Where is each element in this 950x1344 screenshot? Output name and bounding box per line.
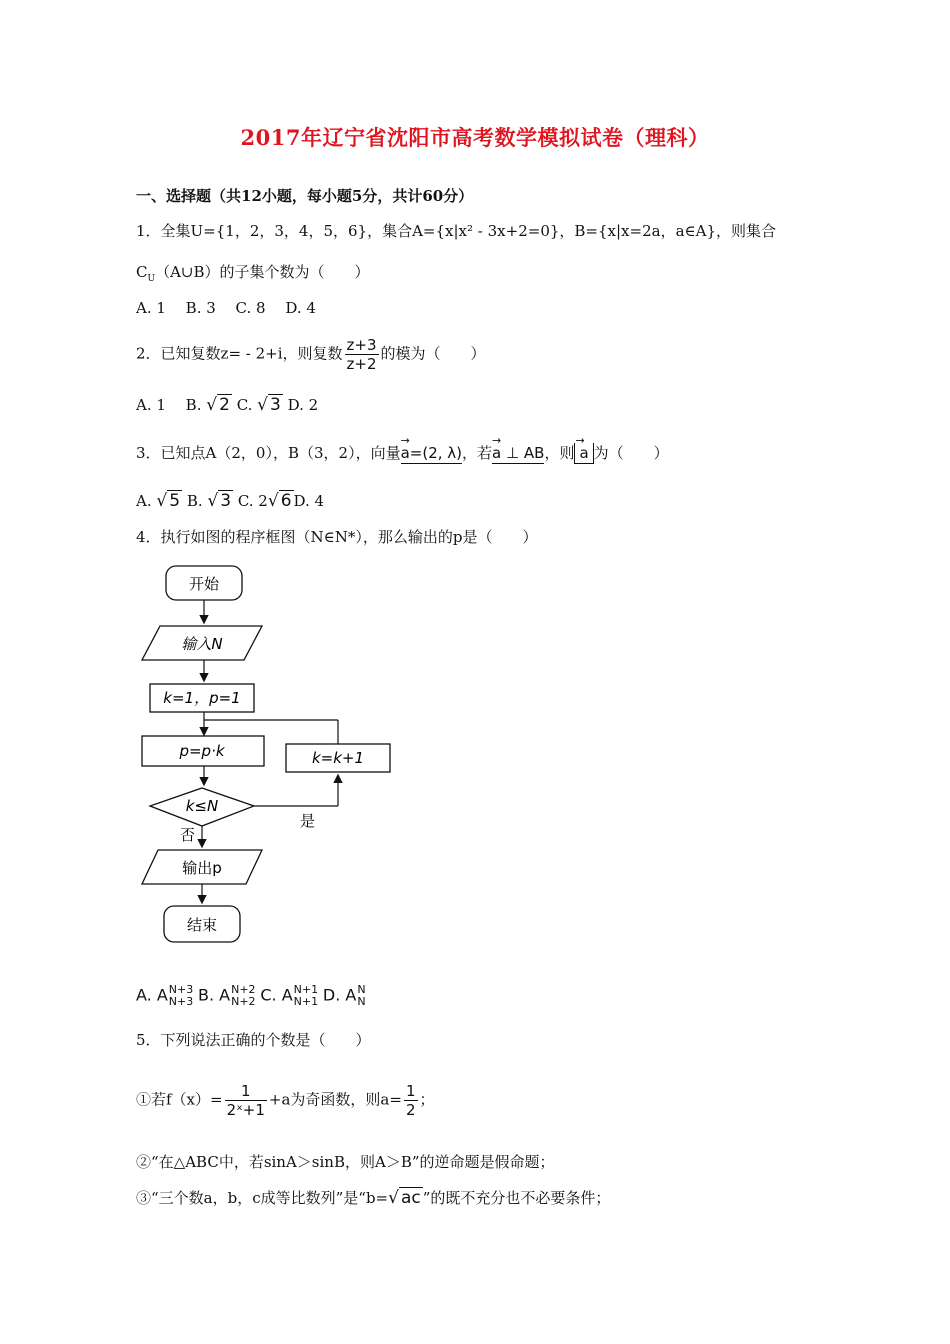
sqrt-5: √ 5	[156, 491, 181, 511]
q5-item3	[136, 1188, 610, 1208]
q5-item1-answer	[404, 1082, 418, 1119]
sqrt-5-radicand: 5	[169, 491, 181, 511]
complement-subscript: U	[147, 274, 156, 284]
sqrt-ac: √ ac	[388, 1188, 421, 1208]
sqrt-6-radicand: 6	[280, 491, 292, 511]
q5-item1-den: 2ˣ+1	[226, 1101, 265, 1119]
perp-symbol: ⊥	[506, 444, 520, 462]
q4-option-d-sub: N	[357, 995, 366, 1008]
q4-option-c-label: C. A	[260, 985, 293, 1005]
q4-option-c-sup: N+1	[293, 983, 319, 996]
q4-option-a-label: A. A	[136, 985, 168, 1005]
sqrt-6: √ 6	[267, 491, 292, 511]
q4-option-a-sub: N+3	[168, 995, 194, 1008]
q2-suffix: 的模为（ ）	[380, 344, 486, 363]
init-label: k=1，p=1	[163, 689, 241, 707]
increment-label: k=k+1	[311, 749, 365, 767]
q2-stem	[136, 336, 486, 373]
q4-option-a-sup: N+3	[168, 983, 194, 996]
q5-item1-ans-num: 1	[405, 1082, 416, 1100]
q5-item3-suffix: ”的既不充分也不必要条件；	[422, 1189, 611, 1207]
q5-item2: ②“在△ABC中，若sinA＞sinB，则A＞B”的逆命题是假命题；	[136, 1153, 555, 1171]
sqrt-ac-radicand: ac	[400, 1188, 421, 1208]
q5-item3-prefix: ③“三个数a，b，c成等比数列”是“b=	[136, 1189, 389, 1207]
vector-a-value: =(2, λ)	[409, 444, 463, 462]
start-label: 开始	[188, 575, 220, 593]
input-label: 输入N	[181, 635, 223, 653]
q2-fraction	[345, 336, 379, 373]
sqrt-3: √ 3	[257, 395, 281, 415]
abs-vector-a	[574, 443, 593, 464]
q4-option-b-sup: N+2	[231, 983, 256, 996]
q3-opt-c-label: C. 2	[233, 492, 268, 510]
q3-prefix: 3．已知点A（2，0），B（3，2），向量	[136, 444, 401, 462]
q2-opt-a: A. 1 B.	[136, 396, 207, 414]
q5-item1	[136, 1082, 435, 1119]
q4-option-c-sub: N+1	[293, 995, 319, 1008]
q2-frac-num: z+3	[346, 336, 377, 354]
q4-option-d-sup: N	[357, 983, 366, 996]
vector-a-assign	[401, 443, 462, 464]
q2-options	[136, 395, 318, 415]
q5-item1-prefix: ①若f（x）=	[136, 1090, 223, 1109]
q1-line2-rest: （A∪B）的子集个数为（ ）	[155, 263, 370, 281]
sqrt-3b: √ 3	[207, 491, 232, 511]
yes-label: 是	[300, 812, 316, 830]
q3-opt-d: D. 4	[293, 492, 325, 510]
end-label: 结束	[186, 916, 218, 934]
no-label: 否	[180, 826, 196, 844]
complement-symbol: C	[136, 263, 148, 281]
q4-option-d-label: D. A	[322, 985, 357, 1005]
vector-a-label: a	[400, 444, 410, 462]
q3-opt-b-label: B.	[182, 492, 208, 510]
perp-expression	[492, 443, 544, 464]
exam-title: 2017年辽宁省沈阳市高考数学模拟试卷（理科）	[240, 125, 710, 150]
q3-suffix: 为（ ）	[593, 444, 669, 462]
q4-option-c	[260, 984, 318, 1008]
q5-item1-num: 1	[225, 1082, 267, 1101]
program-flowchart	[134, 560, 394, 950]
q5-item1-mid: +a为奇函数，则a=	[268, 1090, 402, 1109]
q2-opt-d: D. 2	[282, 396, 319, 414]
q3-then: ，则	[544, 444, 575, 462]
output-label: 输出p	[182, 859, 222, 877]
abs-vector-a-label: a	[579, 444, 589, 462]
q3-stem	[136, 443, 669, 464]
condition-label: k≤N	[185, 797, 219, 815]
q5-stem: 5．下列说法正确的个数是（ ）	[136, 1031, 371, 1049]
q1-line2	[136, 262, 370, 289]
q4-option-b-sub: N+2	[231, 995, 256, 1008]
q1-line1: 1．全集U={1，2，3，4，5，6}，集合A={x|x² - 3x+2=0}，B={x|x=2a，a∈A}，则集合	[136, 222, 776, 240]
sqrt-2: √ 2	[206, 395, 230, 415]
sqrt-3b-radicand: 3	[220, 491, 232, 511]
sqrt-2-radicand: 2	[219, 395, 230, 415]
sqrt-3-radicand: 3	[270, 395, 281, 415]
section-heading: 一、选择题（共12小题，每小题5分，共计60分）	[136, 187, 474, 205]
q5-item1-fraction	[225, 1082, 267, 1119]
q1-options: A. 1 B. 3 C. 8 D. 4	[136, 299, 316, 317]
perp-vector-ab: AB	[523, 444, 545, 462]
q5-item1-end: ；	[419, 1090, 435, 1109]
q4-option-b	[198, 984, 256, 1008]
q2-frac-den: z+2	[346, 355, 377, 373]
q3-mid: ，若	[462, 444, 493, 462]
perp-vector-a: a	[492, 444, 502, 462]
q4-option-d	[323, 984, 366, 1008]
q4-option-b-label: B. A	[198, 985, 231, 1005]
q4-options	[136, 984, 366, 1008]
q4-option-a	[136, 984, 193, 1008]
q2-prefix: 2．已知复数z= - 2+i，则复数	[136, 344, 343, 363]
q3-opt-a-label: A.	[136, 492, 157, 510]
q4-stem: 4．执行如图的程序框图（N∈N*），那么输出的p是（ ）	[136, 528, 538, 546]
assign-label: p=p·k	[179, 742, 225, 760]
q2-opt-c-label: C.	[231, 396, 258, 414]
q3-options	[136, 491, 324, 511]
q5-item1-ans-den: 2	[405, 1101, 416, 1119]
